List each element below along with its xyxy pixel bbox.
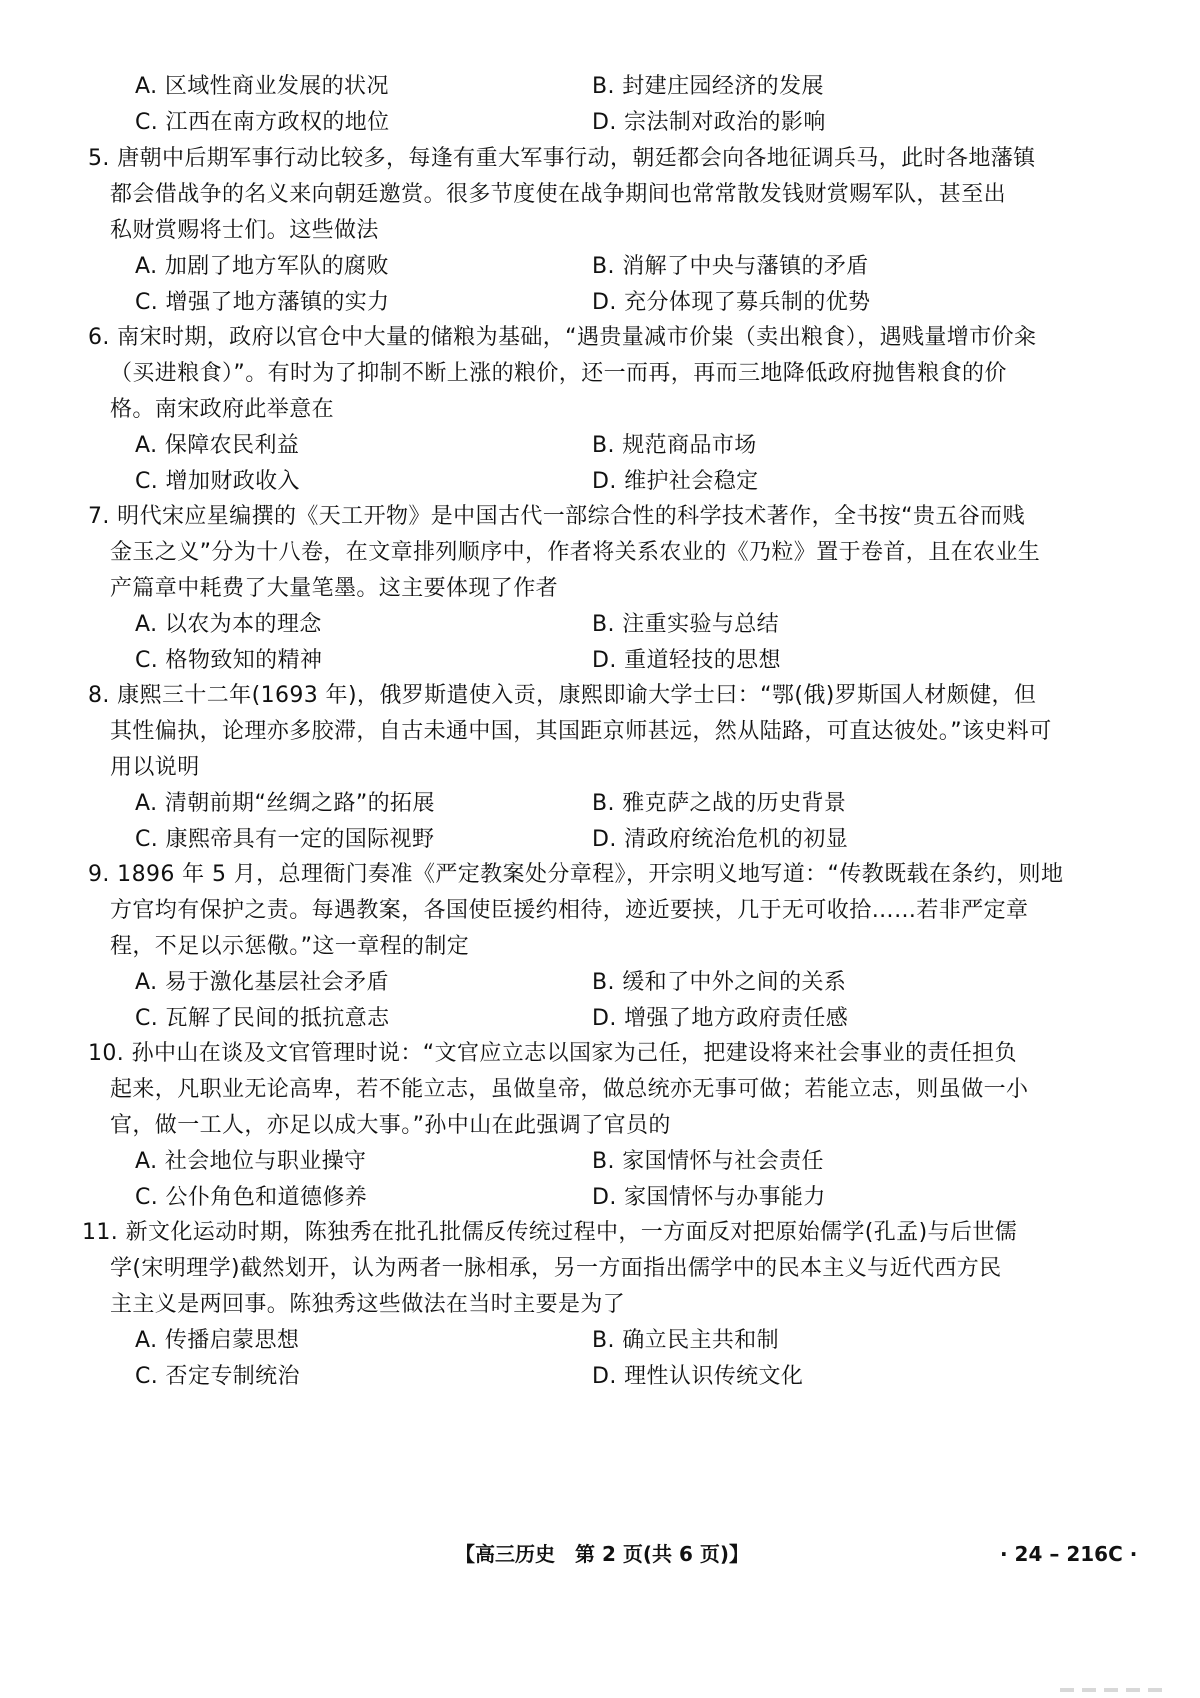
q11-option-a[interactable]: A. 传播启蒙思想	[135, 1328, 300, 1353]
q5-stem-line-1: 5. 唐朝中后期军事行动比较多，每逢有重大军事行动，朝廷都会向各地征调兵马，此时各地藩镇	[88, 146, 1036, 171]
page-footer-title: 【高三历史 第 2 页(共 6 页)】	[455, 1542, 749, 1566]
q8-option-a[interactable]: A. 清朝前期“丝绸之路”的拓展	[135, 791, 435, 816]
q6-option-d[interactable]: D. 维护社会稳定	[592, 469, 759, 494]
q7-stem-line-2: 金玉之义”分为十八卷，在文章排列顺序中，作者将关系农业的《乃粒》置于卷首，且在农业生	[110, 540, 1041, 565]
q10-option-b[interactable]: B. 家国情怀与社会责任	[592, 1149, 824, 1174]
q7-stem-line-1: 7. 明代宋应星编撰的《天工开物》是中国古代一部综合性的科学技术著作，全书按“贵五谷而贱	[88, 504, 1025, 529]
q4-option-a[interactable]: A. 区域性商业发展的状况	[135, 74, 389, 99]
q5-option-c[interactable]: C. 增强了地方藩镇的实力	[135, 290, 390, 315]
q6-option-a[interactable]: A. 保障农民利益	[135, 433, 300, 458]
q11-option-c[interactable]: C. 否定专制统治	[135, 1364, 300, 1389]
q11-stem-line-2: 学(宋明理学)截然划开，认为两者一脉相承，另一方面指出儒学中的民本主义与近代西方民	[110, 1256, 1002, 1281]
q9-stem-line-2: 方官均有保护之责。每遇教案，各国使臣援约相待，迹近要挟，几于无可收拾……若非严定章	[110, 898, 1029, 923]
q7-option-b[interactable]: B. 注重实验与总结	[592, 612, 780, 637]
q10-option-d[interactable]: D. 家国情怀与办事能力	[592, 1185, 826, 1210]
q5-option-d[interactable]: D. 充分体现了募兵制的优势	[592, 290, 871, 315]
q9-stem-line-3: 程，不足以示惩儆。”这一章程的制定	[110, 934, 470, 959]
q6-stem-line-1: 6. 南宋时期，政府以官仓中大量的储粮为基础，“遇贵量减市价粜（卖出粮食），遇贱量增市价籴	[88, 325, 1037, 350]
scan-artifact	[1060, 1688, 1170, 1692]
q4-option-c[interactable]: C. 江西在南方政权的地位	[135, 110, 390, 135]
q4-option-b[interactable]: B. 封建庄园经济的发展	[592, 74, 824, 99]
q10-option-c[interactable]: C. 公仆角色和道德修养	[135, 1185, 368, 1210]
q9-option-d[interactable]: D. 增强了地方政府责任感	[592, 1006, 849, 1031]
q8-option-c[interactable]: C. 康熙帝具有一定的国际视野	[135, 827, 435, 852]
q11-option-b[interactable]: B. 确立民主共和制	[592, 1328, 780, 1353]
page-footer-code: · 24 – 216C ·	[1000, 1542, 1138, 1566]
q8-option-d[interactable]: D. 清政府统治危机的初显	[592, 827, 849, 852]
q8-stem-line-2: 其性偏执，论理亦多胶滞，自古未通中国，其国距京师甚远，然从陆路，可直达彼处。”该史料可	[110, 719, 1052, 744]
q11-stem-line-1: 11. 新文化运动时期，陈独秀在批孔批儒反传统过程中，一方面反对把原始儒学(孔孟)与后世儒	[82, 1220, 1018, 1245]
q10-stem-line-2: 起来，凡职业无论高卑，若不能立志，虽做皇帝，做总统亦无事可做；若能立志，则虽做一小	[110, 1077, 1029, 1102]
q8-option-b[interactable]: B. 雅克萨之战的历史背景	[592, 791, 847, 816]
q11-option-d[interactable]: D. 理性认识传统文化	[592, 1364, 804, 1389]
q10-stem-line-1: 10. 孙中山在谈及文官管理时说：“文官应立志以国家为己任，把建设将来社会事业的责任担负	[88, 1041, 1017, 1066]
q10-stem-line-3: 官，做一工人，亦足以成大事。”孙中山在此强调了官员的	[110, 1113, 671, 1138]
q7-option-a[interactable]: A. 以农为本的理念	[135, 612, 322, 637]
q5-option-b[interactable]: B. 消解了中央与藩镇的矛盾	[592, 254, 869, 279]
q7-stem-line-3: 产篇章中耗费了大量笔墨。这主要体现了作者	[110, 576, 559, 601]
q9-option-c[interactable]: C. 瓦解了民间的抵抗意志	[135, 1006, 390, 1031]
q6-stem-line-3: 格。南宋政府此举意在	[110, 397, 335, 422]
q8-stem-line-1: 8. 康熙三十二年(1693 年)，俄罗斯遣使入贡，康熙即谕大学士曰：“鄂(俄)罗斯国人材颇健，但	[88, 683, 1037, 708]
q7-option-c[interactable]: C. 格物致知的精神	[135, 648, 323, 673]
q5-stem-line-2: 都会借战争的名义来向朝廷邀赏。很多节度使在战争期间也常常散发钱财赏赐军队，甚至出	[110, 182, 1007, 207]
q9-option-a[interactable]: A. 易于激化基层社会矛盾	[135, 970, 389, 995]
q5-option-a[interactable]: A. 加剧了地方军队的腐败	[135, 254, 389, 279]
q7-option-d[interactable]: D. 重道轻技的思想	[592, 648, 781, 673]
q9-option-b[interactable]: B. 缓和了中外之间的关系	[592, 970, 847, 995]
q4-option-d[interactable]: D. 宗法制对政治的影响	[592, 110, 826, 135]
q10-option-a[interactable]: A. 社会地位与职业操守	[135, 1149, 367, 1174]
q8-stem-line-3: 用以说明	[110, 755, 200, 780]
q9-stem-line-1: 9. 1896 年 5 月，总理衙门奏准《严定教案处分章程》，开宗明义地写道：“传教既载在条约，则地	[88, 862, 1064, 887]
q6-option-c[interactable]: C. 增加财政收入	[135, 469, 300, 494]
q6-stem-line-2: （买进粮食）”。有时为了抑制不断上涨的粮价，还一而再，再而三地降低政府抛售粮食的价	[110, 361, 1007, 386]
q5-stem-line-3: 私财赏赐将士们。这些做法	[110, 218, 379, 243]
q6-option-b[interactable]: B. 规范商品市场	[592, 433, 757, 458]
q11-stem-line-3: 主主义是两回事。陈独秀这些做法在当时主要是为了	[110, 1292, 626, 1317]
